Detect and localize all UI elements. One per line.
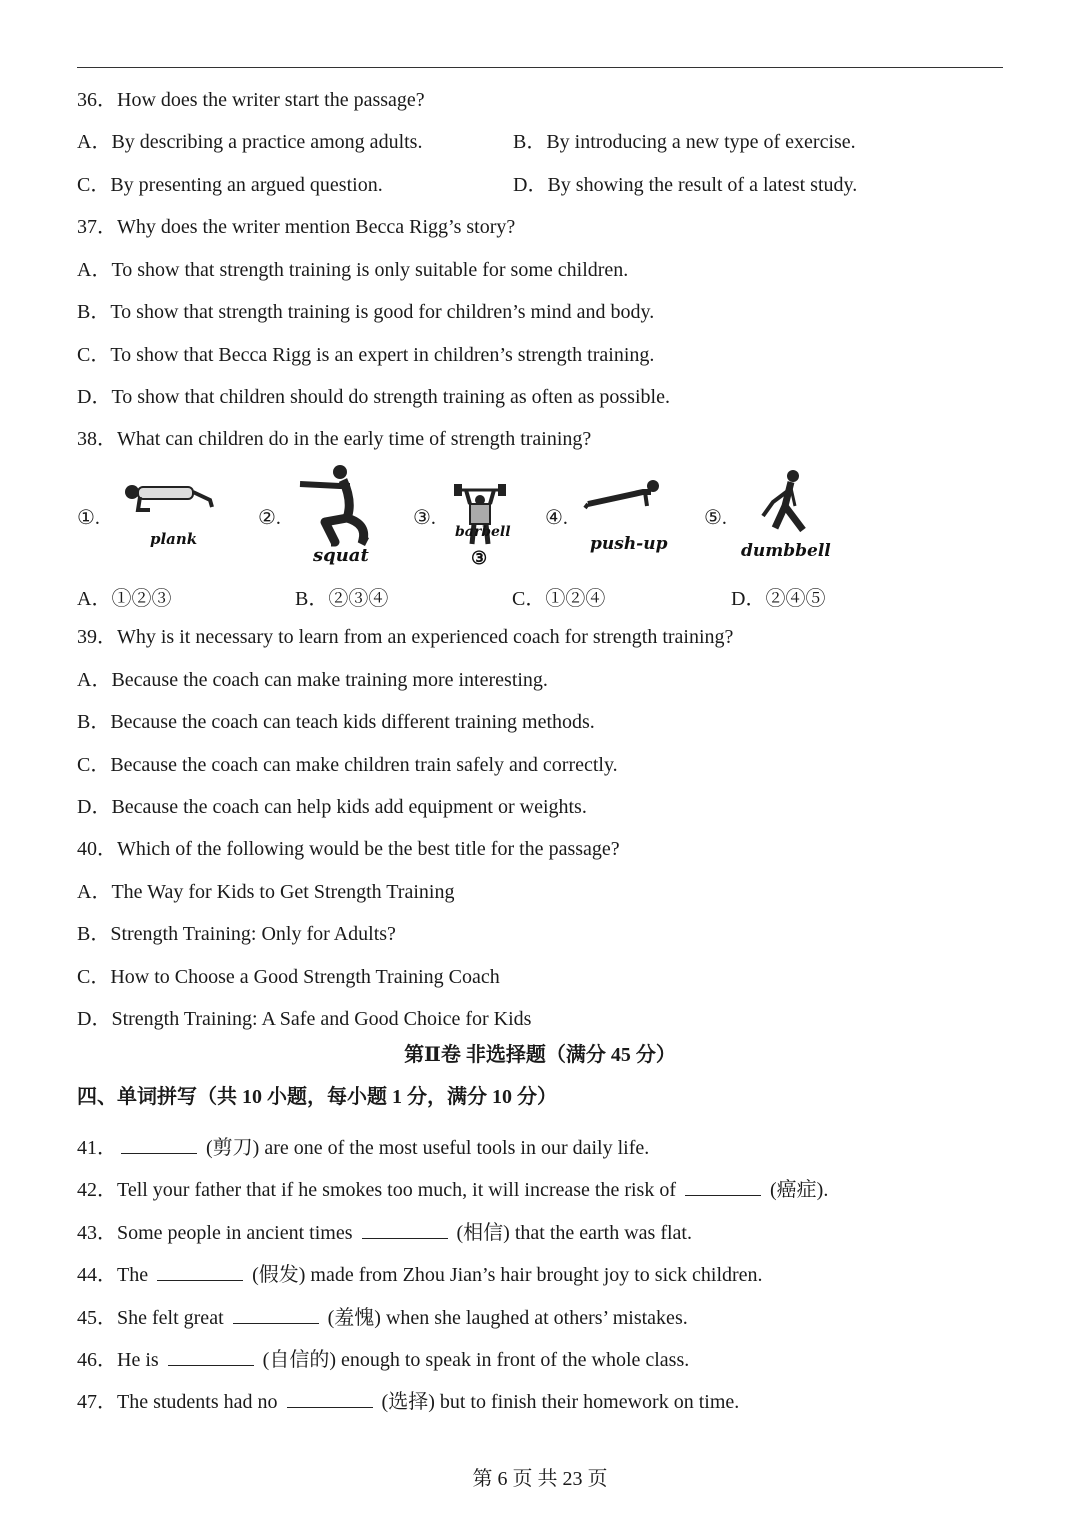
q40-stem: 40．Which of the following would be the best title for the passage? bbox=[77, 838, 620, 860]
spelling-item-42: 42．Tell your father that if he smokes too much, it will increase the risk of (癌症). bbox=[77, 1179, 829, 1201]
q40-option-b: B．Strength Training: Only for Adults? bbox=[77, 923, 396, 945]
spelling-item-41: 41． (剪刀) are one of the most useful tools in our daily life. bbox=[77, 1137, 650, 1159]
plank-figure bbox=[118, 462, 218, 572]
answer-blank[interactable] bbox=[233, 1305, 319, 1324]
pic1-number: ①. bbox=[77, 507, 100, 529]
q40-option-d: D．Strength Training: A Safe and Good Choice for Kids bbox=[77, 1008, 532, 1030]
spelling-item-45: 45．She felt great (羞愧) when she laughed at others’ mistakes. bbox=[77, 1307, 688, 1329]
push-up-label: push-up bbox=[590, 534, 668, 554]
part2-title: 第Ⅱ卷 非选择题（满分 45 分） bbox=[404, 1044, 676, 1066]
section4-title: 四、单词拼写（共 10 小题，每小题 1 分，满分 10 分） bbox=[77, 1086, 557, 1108]
q39-stem: 39．Why is it necessary to learn from an experienced coach for strength training? bbox=[77, 626, 734, 648]
q36-option-b: B．By introducing a new type of exercise. bbox=[513, 131, 856, 153]
answer-blank[interactable] bbox=[157, 1262, 243, 1281]
q36-option-c: C．By presenting an argued question. bbox=[77, 174, 383, 196]
plank-label: plank bbox=[150, 530, 198, 548]
q39-option-d: D．Because the coach can help kids add equipment or weights. bbox=[77, 796, 587, 818]
answer-blank[interactable] bbox=[121, 1135, 197, 1154]
answer-blank[interactable] bbox=[362, 1220, 448, 1239]
pic5-number: ⑤. bbox=[704, 507, 727, 529]
spelling-item-46: 46．He is (自信的) enough to speak in front of the whole class. bbox=[77, 1349, 690, 1371]
q38-option-a: A．①②③ bbox=[77, 588, 172, 610]
q37-option-a: A．To show that strength training is only suitable for some children. bbox=[77, 259, 629, 281]
q37-option-d: D．To show that children should do strength training as often as possible. bbox=[77, 386, 670, 408]
q37-stem: 37．Why does the writer mention Becca Rigg’s story? bbox=[77, 216, 516, 238]
page-footer: 第 6 页 共 23 页 bbox=[472, 1468, 608, 1490]
header-rule bbox=[77, 67, 1003, 68]
q39-option-b: B．Because the coach can teach kids different training methods. bbox=[77, 711, 595, 733]
dumbbell-label: dumbbell bbox=[741, 541, 831, 561]
q39-option-c: C．Because the coach can make children train safely and correctly. bbox=[77, 754, 618, 776]
push-up-figure bbox=[583, 462, 673, 572]
barbell-label: barbell bbox=[455, 524, 511, 540]
q38-option-d: D．②④⑤ bbox=[731, 588, 826, 610]
answer-blank[interactable] bbox=[685, 1177, 761, 1196]
squat-label: squat bbox=[313, 545, 369, 566]
barbell-sub-number: ③ bbox=[471, 548, 488, 569]
q40-option-c: C．How to Choose a Good Strength Training Coach bbox=[77, 966, 500, 988]
spelling-item-44: 44．The (假发) made from Zhou Jian’s hair brought joy to sick children. bbox=[77, 1264, 763, 1286]
q37-option-b: B．To show that strength training is good for children’s mind and body. bbox=[77, 301, 655, 323]
answer-blank[interactable] bbox=[287, 1389, 373, 1408]
q39-option-a: A．Because the coach can make training more interesting. bbox=[77, 669, 548, 691]
spelling-item-47: 47．The students had no (选择) but to finish their homework on time. bbox=[77, 1391, 740, 1413]
q38-option-b: B．②③④ bbox=[295, 588, 389, 610]
q36-stem: 36．How does the writer start the passage? bbox=[77, 89, 425, 111]
spelling-item-43: 43．Some people in ancient times (相信) that the earth was flat. bbox=[77, 1222, 692, 1244]
q38-option-c: C．①②④ bbox=[512, 588, 606, 610]
q40-option-a: A．The Way for Kids to Get Strength Training bbox=[77, 881, 455, 903]
pic4-number: ④. bbox=[545, 507, 568, 529]
pic3-number: ③. bbox=[413, 507, 436, 529]
q36-option-d: D．By showing the result of a latest study. bbox=[513, 174, 858, 196]
q38-stem: 38．What can children do in the early time of strength training? bbox=[77, 428, 592, 450]
pic2-number: ②. bbox=[258, 507, 281, 529]
answer-blank[interactable] bbox=[168, 1347, 254, 1366]
q36-option-a: A．By describing a practice among adults. bbox=[77, 131, 423, 153]
q37-option-c: C．To show that Becca Rigg is an expert in children’s strength training. bbox=[77, 344, 655, 366]
